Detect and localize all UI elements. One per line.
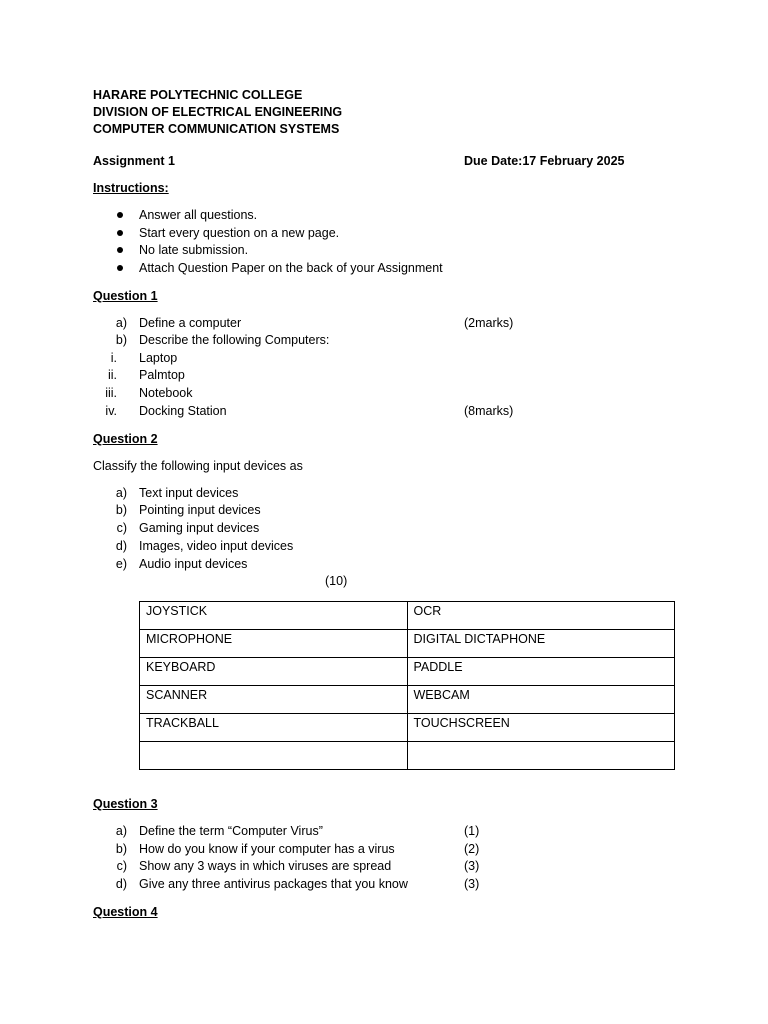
instructions-heading: Instructions: xyxy=(93,181,169,195)
q1-subitem: Docking Station xyxy=(139,404,227,418)
item-number: c) xyxy=(116,521,127,535)
q1-subitem: Palmtop xyxy=(139,368,185,382)
table-row xyxy=(140,658,675,686)
q3-item: Show any 3 ways in which viruses are spread xyxy=(139,859,392,873)
marks-label: (3) xyxy=(464,859,480,873)
question-2-heading: Question 2 xyxy=(93,432,158,446)
item-number: a) xyxy=(115,316,127,330)
q1-subitem: Notebook xyxy=(139,386,193,400)
table-cell: SCANNER xyxy=(140,686,408,714)
bullet-icon xyxy=(117,265,123,271)
q2-item: Text input devices xyxy=(139,486,239,500)
instruction-item: Start every question on a new page. xyxy=(139,226,340,240)
item-number: iv. xyxy=(105,404,117,418)
q2-item: Pointing input devices xyxy=(139,503,261,517)
table-cell xyxy=(407,742,675,770)
q3-item: Define the term “Computer Virus” xyxy=(139,824,323,838)
instruction-item: No late submission. xyxy=(139,243,249,257)
table-cell: TOUCHSCREEN xyxy=(407,714,675,742)
marks-label: (2marks) xyxy=(464,316,514,330)
table-cell: DIGITAL DICTAPHONE xyxy=(407,630,675,658)
table-cell: PADDLE xyxy=(407,658,675,686)
item-number: a) xyxy=(115,824,127,838)
question-4-heading: Question 4 xyxy=(93,905,158,919)
table-row xyxy=(140,630,675,658)
q1-item-a: Define a computer xyxy=(139,316,242,330)
bullet-icon xyxy=(117,230,123,236)
instruction-item: Attach Question Paper on the back of your Assignment xyxy=(139,261,443,275)
bullet-icon xyxy=(117,247,123,253)
q3-item: How do you know if your computer has a virus xyxy=(139,842,395,856)
marks-label: (2) xyxy=(464,842,480,856)
item-number: c) xyxy=(116,859,127,873)
item-number: ii. xyxy=(107,368,117,382)
q3-item: Give any three antivirus packages that you know xyxy=(139,877,408,891)
table-cell: WEBCAM xyxy=(407,686,675,714)
q2-item: Audio input devices xyxy=(139,557,248,571)
table-cell: KEYBOARD xyxy=(140,658,408,686)
question-1-heading: Question 1 xyxy=(93,289,158,303)
q1-subitem: Laptop xyxy=(139,351,178,365)
item-number: a) xyxy=(115,486,127,500)
q2-item: Images, video input devices xyxy=(139,539,294,553)
marks-label: (3) xyxy=(464,877,480,891)
table-cell: MICROPHONE xyxy=(140,630,408,658)
division-name: DIVISION OF ELECTRICAL ENGINEERING xyxy=(93,105,343,119)
q2-item: Gaming input devices xyxy=(139,521,260,535)
marks-label: (10) xyxy=(325,574,348,588)
item-number: d) xyxy=(115,877,127,891)
item-number: b) xyxy=(115,842,127,856)
due-date: Due Date:17 February 2025 xyxy=(464,154,625,168)
table-cell: JOYSTICK xyxy=(140,602,408,630)
table-row xyxy=(140,742,675,770)
college-name: HARARE POLYTECHNIC COLLEGE xyxy=(93,88,303,102)
table-row xyxy=(140,714,675,742)
table-row xyxy=(140,686,675,714)
table-cell: OCR xyxy=(407,602,675,630)
assignment-title: Assignment 1 xyxy=(93,154,175,168)
marks-label: (8marks) xyxy=(464,404,514,418)
table-cell xyxy=(140,742,408,770)
item-number: i. xyxy=(110,351,117,365)
item-number: b) xyxy=(115,503,127,517)
table-cell: TRACKBALL xyxy=(140,714,408,742)
item-number: iii. xyxy=(105,386,117,400)
q1-item-b: Describe the following Computers: xyxy=(139,333,330,347)
item-number: e) xyxy=(115,557,127,571)
question-3-heading: Question 3 xyxy=(93,797,158,811)
course-name: COMPUTER COMMUNICATION SYSTEMS xyxy=(93,122,340,136)
instruction-item: Answer all questions. xyxy=(139,208,258,222)
q2-intro: Classify the following input devices as xyxy=(93,459,303,473)
device-table xyxy=(139,601,675,770)
marks-label: (1) xyxy=(464,824,480,838)
item-number: d) xyxy=(115,539,127,553)
item-number: b) xyxy=(115,333,127,347)
table-row xyxy=(140,602,675,630)
bullet-icon xyxy=(117,212,123,218)
